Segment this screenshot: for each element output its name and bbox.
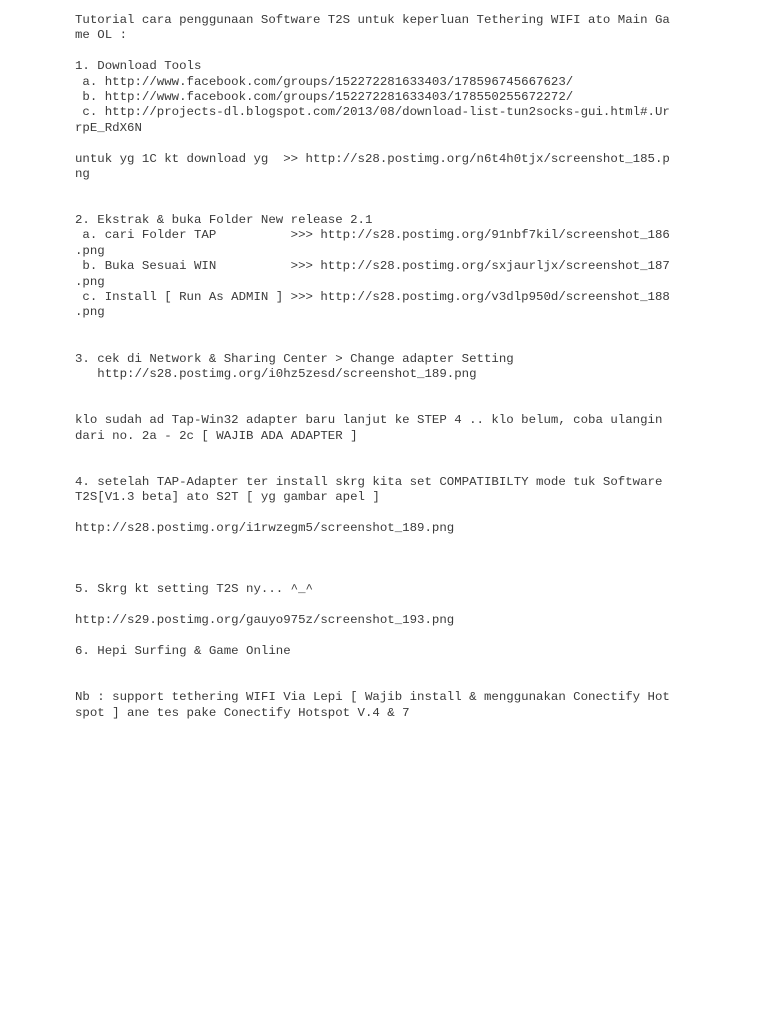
step-5-link: http://s29.postimg.org/gauyo975z/screenshot_193.png: [75, 613, 455, 628]
step-5-heading: 5. Skrg kt setting T2S ny... ^_^: [75, 582, 313, 597]
blank-line: [75, 398, 675, 413]
blank-line: [75, 675, 675, 690]
step-4-link: http://s28.postimg.org/i1rwzegm5/screenshot_189.png: [75, 520, 455, 535]
document-page: [75, 13, 675, 721]
blank-line: [75, 536, 675, 551]
blank-line: [75, 182, 675, 197]
blank-line: [75, 44, 675, 59]
step-1-heading: 1. Download Tools: [75, 59, 202, 74]
title-line-2: me OL :: [75, 28, 128, 43]
blank-line: [75, 136, 675, 151]
blank-line: [75, 552, 675, 567]
blank-line: [75, 382, 675, 397]
download-note: untuk yg 1C kt download yg >> http://s28.postimg.org/n6t4h0tjx/screenshot_185.p: [75, 151, 670, 166]
step-1a-link: a. http://www.facebook.com/groups/152272281633403/178596745667623/: [75, 74, 574, 89]
blank-line: [75, 444, 675, 459]
step-2c-cont: .png: [75, 305, 105, 320]
blank-line: [75, 506, 675, 521]
step-2b: b. Buka Sesuai WIN >>> http://s28.postimg.org/sxjaurljx/screenshot_187: [75, 259, 670, 274]
blank-line: [75, 198, 675, 213]
step-1c-link-cont: rpE_RdX6N: [75, 120, 142, 135]
step-2c: c. Install [ Run As ADMIN ] >>> http://s28.postimg.org/v3dlp950d/screenshot_188: [75, 290, 670, 305]
blank-line: [75, 459, 675, 474]
step-2-heading: 2. Ekstrak & buka Folder New release 2.1: [75, 213, 373, 228]
step-4-heading: 4. setelah TAP-Adapter ter install skrg kita set COMPATIBILTY mode tuk Software: [75, 474, 663, 489]
title-line-1: Tutorial cara penggunaan Software T2S untuk keperluan Tethering WIFI ato Main Ga: [75, 13, 670, 27]
step-2a: a. cari Folder TAP >>> http://s28.postimg.org/91nbf7kil/screenshot_186: [75, 228, 670, 243]
step-2a-cont: .png: [75, 243, 105, 258]
nb-note: Nb : support tethering WIFI Via Lepi [ Wajib install & menggunakan Conectify Hot: [75, 690, 670, 705]
adapter-note: klo sudah ad Tap-Win32 adapter baru lanjut ke STEP 4 .. klo belum, coba ulangin: [75, 413, 663, 428]
step-6-heading: 6. Hepi Surfing & Game Online: [75, 644, 291, 659]
blank-line: [75, 321, 675, 336]
blank-line: [75, 567, 675, 582]
step-1c-link: c. http://projects-dl.blogspot.com/2013/08/download-list-tun2socks-gui.html#.Ur: [75, 105, 670, 120]
blank-line: [75, 598, 675, 613]
step-3-heading: 3. cek di Network & Sharing Center > Change adapter Setting: [75, 351, 514, 366]
step-4-heading-cont: T2S[V1.3 beta] ato S2T [ yg gambar apel ]: [75, 490, 380, 505]
adapter-note-cont: dari no. 2a - 2c [ WAJIB ADA ADAPTER ]: [75, 428, 358, 443]
step-2b-cont: .png: [75, 274, 105, 289]
nb-note-cont: spot ] ane tes pake Conectify Hotspot V.4 & 7: [75, 705, 410, 720]
step-1b-link: b. http://www.facebook.com/groups/152272281633403/178550255672272/: [75, 89, 574, 104]
download-note-cont: ng: [75, 166, 90, 181]
blank-line: [75, 629, 675, 644]
blank-line: [75, 336, 675, 351]
step-3-link: http://s28.postimg.org/i0hz5zesd/screenshot_189.png: [75, 366, 477, 381]
blank-line: [75, 659, 675, 674]
